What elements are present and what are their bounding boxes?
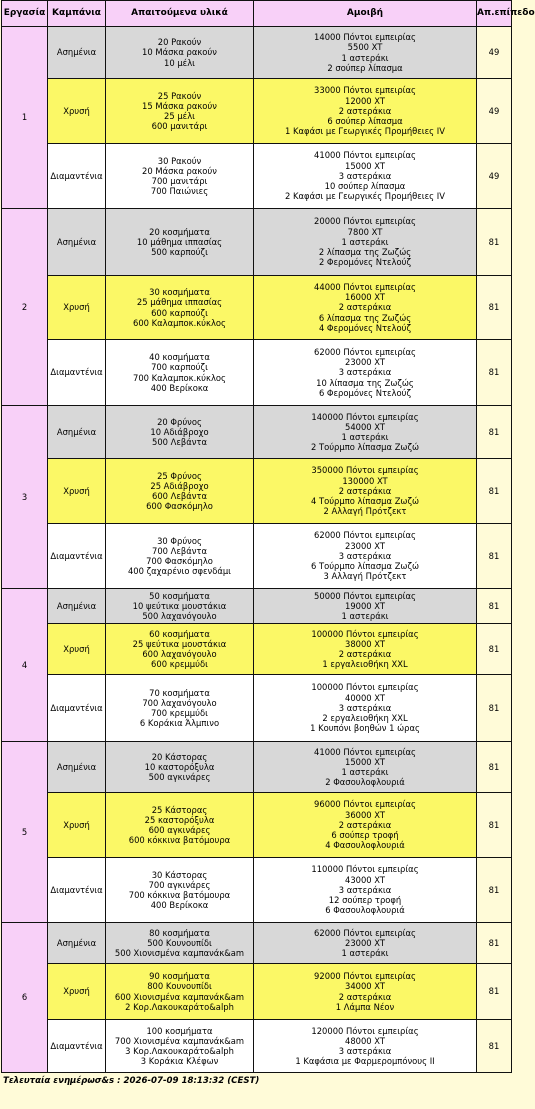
reward-item: 3 Αλλαγή Πρότζεκτ [323, 571, 407, 582]
reward-item: 2 σούπερ λίπασμα [327, 62, 403, 73]
material-item: 90 κοσμήματα [149, 971, 210, 982]
reward-item: 40000 XT [344, 692, 385, 703]
reward-item: 6 σούπερ λίπασμα [327, 116, 403, 127]
material-item: 3 Κοράκια Κλέφων [140, 1056, 219, 1067]
reward-item: 16000 XT [344, 292, 385, 303]
table-row [2, 340, 512, 406]
level-cell: 81 [477, 1020, 512, 1073]
quest-table-wrapper [1, 0, 535, 1086]
table-row [2, 144, 512, 209]
reward-item: 2 Φερομόνες Ντελούζ [318, 257, 412, 268]
reward-item: 2 αστεράκια [338, 991, 392, 1002]
level-cell: 81 [477, 209, 512, 276]
reward-item: 54000 XT [344, 421, 385, 432]
materials-cell [106, 858, 254, 923]
material-item: 30 Φρύνος [157, 535, 202, 546]
reward-item: 4 Τούρμπο λίπασμα Ζωζώ [310, 496, 420, 507]
material-item: 20 Ρακούν [157, 37, 202, 48]
campaign-cell: Χρυσή [48, 79, 106, 144]
reward-item: 100000 Πόντοι εμπειρίας [311, 628, 419, 639]
reward-item: 5500 XT [347, 42, 383, 53]
reward-item: 14000 Πόντοι εμπειρίας [314, 32, 416, 43]
reward-item: 2 λίπασμα της Ζωζώς [318, 247, 412, 258]
reward-cell [254, 742, 477, 793]
reward-item: 1 αστεράκι [341, 611, 389, 622]
reward-item: 38000 XT [344, 638, 385, 649]
material-item: 2 Κορ.Λακουκαράτο&alph [125, 1001, 234, 1012]
materials-cell [106, 276, 254, 340]
materials-cell [106, 79, 254, 144]
reward-item: 41000 Πόντοι εμπειρίας [314, 746, 416, 757]
table-row [2, 27, 512, 79]
campaign-cell: Χρυσή [48, 964, 106, 1020]
campaign-cell: Ασημένια [48, 923, 106, 964]
table-row [2, 793, 512, 858]
reward-item: 1 αστεράκι [341, 52, 389, 63]
campaign-cell: Διαμαντένια [48, 675, 106, 742]
level-cell: 49 [477, 79, 512, 144]
reward-item: 3 αστεράκια [338, 702, 392, 713]
material-item: 25 μάθημα ιππασίας [136, 297, 223, 308]
material-item: 70 κοσμήματα [149, 687, 210, 698]
reward-cell [254, 79, 477, 144]
header-quest: Εργασία [2, 1, 48, 27]
material-item: 40 κοσμήματα [149, 352, 210, 363]
materials-cell [106, 27, 254, 79]
materials-cell [106, 923, 254, 964]
quest-number: 1 [2, 27, 48, 209]
level-cell: 81 [477, 858, 512, 923]
material-item: 10 Αδιάβροχο [150, 426, 209, 437]
material-item: 700 Παιώνιες [150, 186, 209, 197]
reward-item: 1 Λάμπα Νέον [335, 1001, 395, 1012]
material-item: 600 καρπούζι [151, 307, 208, 318]
reward-item: 120000 Πόντοι εμπειρίας [311, 1025, 419, 1036]
last-update-timestamp: 2026-07-09 18:13:32 (CEST) [123, 1076, 260, 1086]
reward-item: 62000 Πόντοι εμπειρίας [314, 530, 416, 541]
quest-number: 3 [2, 406, 48, 589]
reward-item: 1 Καφάσια με Φαρμερομπόνους II [295, 1056, 435, 1067]
table-row [2, 79, 512, 144]
reward-item: 2 αστεράκια [338, 485, 392, 496]
materials-cell [106, 793, 254, 858]
reward-item: 15000 XT [344, 160, 385, 171]
reward-cell [254, 406, 477, 459]
reward-item: 96000 Πόντοι εμπειρίας [314, 799, 416, 810]
reward-cell [254, 209, 477, 276]
reward-item: 2 Τούρμπο λίπασμα Ζωζώ [310, 442, 420, 453]
materials-cell [106, 406, 254, 459]
material-item: 600 κόκκινα βατόμουρα [128, 835, 231, 846]
reward-item: 4 Φασουλοφλουριά [325, 840, 405, 851]
reward-cell [254, 589, 477, 624]
last-update [3, 1076, 511, 1086]
reward-item: 130000 XT [342, 475, 388, 486]
campaign-cell: Διαμαντένια [48, 340, 106, 406]
material-item: 500 Λεβάντα [151, 437, 207, 448]
campaign-cell: Χρυσή [48, 793, 106, 858]
reward-item: 1 αστεράκι [341, 432, 389, 442]
table-row [2, 276, 512, 340]
campaign-cell: Ασημένια [48, 742, 106, 793]
material-item: 25 Κάστορας [151, 804, 208, 815]
reward-item: 23000 XT [344, 937, 385, 948]
material-item: 700 Φασκόμηλο [146, 556, 213, 566]
materials-cell [106, 459, 254, 524]
table-row [2, 209, 512, 276]
material-item: 500 αγκινάρες [148, 772, 211, 783]
material-item: 700 Χιονισμένα καμπανάκ&am [114, 1035, 245, 1046]
materials-cell [106, 675, 254, 742]
material-item: 600 μανιτάρι [151, 121, 208, 132]
material-item: 700 Καλαμποκ.κύκλος [133, 372, 226, 383]
reward-item: 41000 Πόντοι εμπειρίας [314, 150, 416, 161]
level-cell: 81 [477, 964, 512, 1020]
header-campaign: Καμπάνια [48, 1, 106, 27]
reward-item: 1 Καφάσι με Γεωργικές Προμήθειες IV [285, 126, 445, 137]
reward-cell [254, 675, 477, 742]
material-item: 20 Κάστορας [151, 751, 208, 762]
campaign-cell: Διαμαντένια [48, 1020, 106, 1073]
reward-item: 6 Φερομόνες Ντελούζ [318, 387, 412, 398]
material-item: 25 μέλι [164, 111, 195, 121]
material-item: 600 Χιονισμένα καμπανάκ&am [114, 991, 245, 1002]
reward-item: 1 αστεράκι [341, 767, 389, 777]
reward-cell [254, 858, 477, 923]
table-row [2, 459, 512, 524]
material-item: 6 Κοράκια Άλμπινο [139, 718, 220, 729]
material-item: 700 κόκκινα βατόμουρα [128, 890, 231, 900]
material-item: 25 Ρακούν [157, 90, 202, 101]
header-level: Απ.επίπεδο [477, 1, 512, 27]
campaign-cell: Διαμαντένια [48, 524, 106, 589]
material-item: 10 καστορόξυλα [144, 761, 215, 772]
reward-item: 20000 Πόντοι εμπειρίας [314, 216, 416, 227]
campaign-cell: Χρυσή [48, 459, 106, 524]
reward-item: 92000 Πόντοι εμπειρίας [314, 971, 416, 982]
last-update-label: Τελευταία ενημέρωσ&s : [3, 1076, 121, 1086]
reward-item: 350000 Πόντοι εμπειρίας [311, 465, 419, 476]
table-row [2, 675, 512, 742]
table-row [2, 524, 512, 589]
header-reward: Αμοιβή [254, 1, 477, 27]
material-item: 100 κοσμήματα [146, 1025, 213, 1036]
reward-item: 12000 XT [344, 95, 385, 106]
reward-item: 33000 Πόντοι εμπειρίας [314, 85, 416, 96]
material-item: 15 Μάσκα ρακούν [142, 100, 217, 111]
level-cell: 49 [477, 27, 512, 79]
material-item: 30 Κάστορας [151, 869, 208, 880]
reward-item: 6 Φασουλοφλουριά [325, 905, 405, 916]
quest-number: 2 [2, 209, 48, 406]
reward-item: 4 Φερομόνες Ντελούζ [318, 322, 412, 333]
material-item: 700 καρπούζι [151, 362, 208, 373]
material-item: 700 μανιτάρι [151, 176, 208, 186]
reward-item: 48000 XT [344, 1035, 385, 1046]
material-item: 700 Λεβάντα [151, 545, 207, 556]
reward-item: 15000 XT [344, 756, 385, 767]
material-item: 10 ψεύτικα μουστάκια [132, 600, 227, 611]
material-item: 500 λαχανόγουλο [142, 611, 217, 622]
material-item: 700 λαχανόγουλο [142, 697, 217, 708]
reward-item: 100000 Πόντοι εμπειρίας [311, 682, 419, 693]
reward-cell [254, 1020, 477, 1073]
reward-item: 43000 XT [344, 874, 385, 885]
reward-cell [254, 340, 477, 406]
reward-item: 3 αστεράκια [338, 170, 392, 181]
reward-item: 2 αστεράκια [338, 819, 392, 830]
reward-item: 12 σούπερ τροφή [328, 895, 402, 906]
reward-item: 110000 Πόντοι εμπειρίας [311, 864, 419, 875]
material-item: 600 Φασκόμηλο [146, 501, 213, 512]
table-row [2, 1020, 512, 1073]
table-row [2, 589, 512, 624]
material-item: 500 Χιονισμένα καμπανάκ&am [114, 948, 245, 959]
campaign-cell: Ασημένια [48, 406, 106, 459]
materials-cell [106, 624, 254, 675]
material-item: 700 κρεμμύδι [151, 708, 208, 718]
table-row [2, 923, 512, 964]
material-item: 25 καστορόξυλα [144, 814, 215, 825]
material-item: 600 λαχανόγουλο [142, 649, 217, 659]
campaign-cell: Ασημένια [48, 209, 106, 276]
reward-item: 1 εργαλειοθήκη XXL [322, 659, 408, 670]
reward-item: 3 αστεράκια [338, 1046, 392, 1056]
level-cell: 81 [477, 589, 512, 624]
reward-item: 6 Τούρμπο λίπασμα Ζωζώ [310, 561, 420, 572]
header-materials: Απαιτούμενα υλικά [106, 1, 254, 27]
reward-item: 3 αστεράκια [338, 367, 392, 378]
reward-cell [254, 964, 477, 1020]
reward-item: 2 αστεράκια [338, 302, 392, 313]
material-item: 10 μάθημα ιππασίας [136, 236, 223, 247]
reward-item: 34000 XT [344, 981, 385, 992]
reward-cell [254, 276, 477, 340]
reward-item: 62000 Πόντοι εμπειρίας [314, 927, 416, 938]
material-item: 800 Κουνουπίδι [147, 981, 212, 992]
header-row [2, 1, 512, 27]
table-row [2, 964, 512, 1020]
table-row [2, 406, 512, 459]
reward-item: 1 Κουπόνι βοηθών 1 ώρας [310, 723, 420, 734]
materials-cell [106, 524, 254, 589]
campaign-cell: Χρυσή [48, 276, 106, 340]
reward-cell [254, 144, 477, 209]
reward-item: 36000 XT [344, 809, 385, 820]
material-item: 20 κοσμήματα [149, 226, 210, 237]
level-cell: 81 [477, 742, 512, 793]
reward-item: 10 λίπασμα της Ζωζώς [316, 377, 414, 388]
reward-item: 140000 Πόντοι εμπειρίας [311, 411, 419, 422]
table-row [2, 858, 512, 923]
materials-cell [106, 209, 254, 276]
material-item: 700 αγκινάρες [148, 879, 211, 890]
material-item: 80 κοσμήματα [149, 927, 210, 938]
level-cell: 81 [477, 675, 512, 742]
reward-cell [254, 793, 477, 858]
reward-item: 6 λίπασμα της Ζωζώς [318, 312, 412, 323]
material-item: 600 αγκινάρες [148, 825, 211, 835]
reward-item: 19000 XT [344, 600, 385, 611]
campaign-cell: Διαμαντένια [48, 144, 106, 209]
reward-item: 44000 Πόντοι εμπειρίας [314, 281, 416, 292]
reward-item: 23000 XT [344, 357, 385, 368]
level-cell: 81 [477, 793, 512, 858]
reward-item: 50000 Πόντοι εμπειρίας [314, 590, 416, 601]
table-row [2, 624, 512, 675]
materials-cell [106, 742, 254, 793]
level-cell: 49 [477, 144, 512, 209]
level-cell: 81 [477, 624, 512, 675]
quest-number: 5 [2, 742, 48, 923]
material-item: 30 κοσμήματα [149, 287, 210, 298]
reward-item: 7800 XT [347, 226, 383, 237]
campaign-cell: Διαμαντένια [48, 858, 106, 923]
campaign-cell: Ασημένια [48, 589, 106, 624]
material-item: 10 Μάσκα ρακούν [142, 47, 217, 58]
material-item: 10 μέλι [164, 57, 195, 68]
material-item: 60 κοσμήματα [149, 628, 210, 639]
reward-cell [254, 459, 477, 524]
material-item: 25 Αδιάβροχο [150, 480, 209, 491]
materials-cell [106, 340, 254, 406]
materials-cell [106, 964, 254, 1020]
level-cell: 81 [477, 524, 512, 589]
material-item: 25 Φρύνος [157, 470, 202, 481]
material-item: 20 Φρύνος [157, 416, 202, 427]
material-item: 3 Κορ.Λακουκαράτο&alph [125, 1046, 234, 1056]
level-cell: 81 [477, 459, 512, 524]
campaign-cell: Ασημένια [48, 27, 106, 79]
material-item: 20 Μάσκα ρακούν [142, 165, 217, 176]
reward-item: 62000 Πόντοι εμπειρίας [314, 346, 416, 357]
materials-cell [106, 144, 254, 209]
reward-cell [254, 923, 477, 964]
material-item: 400 Βερίκοκα [150, 900, 209, 911]
material-item: 500 καρπούζι [151, 247, 208, 258]
reward-item: 6 σούπερ τροφή [331, 830, 399, 841]
reward-item: 2 εργαλειοθήκη XXL [322, 713, 408, 724]
reward-item: 2 Αλλαγή Πρότζεκτ [323, 506, 407, 517]
table-row [2, 742, 512, 793]
reward-item: 23000 XT [344, 540, 385, 551]
quest-number: 4 [2, 589, 48, 742]
level-cell: 81 [477, 276, 512, 340]
reward-item: 1 αστεράκι [341, 948, 389, 959]
reward-cell [254, 524, 477, 589]
material-item: 500 Κουνουπίδι [147, 937, 212, 948]
material-item: 400 Βερίκοκα [150, 382, 209, 393]
reward-item: 1 αστεράκι [341, 236, 389, 247]
level-cell: 81 [477, 923, 512, 964]
reward-cell [254, 624, 477, 675]
reward-item: 2 Καφάσι με Γεωργικές Προμήθειες IV [285, 191, 445, 202]
reward-item: 2 Φασουλοφλουριά [325, 777, 405, 788]
level-cell: 81 [477, 406, 512, 459]
materials-cell [106, 589, 254, 624]
reward-item: 2 αστεράκια [338, 105, 392, 116]
reward-item: 10 σούπερ λίπασμα [324, 181, 406, 192]
quest-table [1, 0, 535, 1073]
quest-number: 6 [2, 923, 48, 1073]
material-item: 25 ψεύτικα μουστάκια [132, 638, 227, 649]
reward-item: 2 αστεράκια [338, 649, 392, 659]
material-item: 400 ζαχαρένιο σφενδάμι [127, 566, 232, 577]
material-item: 600 Καλαμποκ.κύκλος [133, 317, 226, 328]
material-item: 50 κοσμήματα [149, 590, 210, 601]
material-item: 600 κρεμμύδι [151, 659, 208, 670]
level-cell: 81 [477, 340, 512, 406]
material-item: 600 Λεβάντα [151, 491, 207, 501]
reward-item: 3 αστεράκια [338, 550, 392, 561]
material-item: 30 Ρακούν [157, 155, 202, 166]
campaign-cell: Χρυσή [48, 624, 106, 675]
quest-table-body [2, 27, 512, 1073]
reward-cell [254, 27, 477, 79]
materials-cell [106, 1020, 254, 1073]
reward-item: 3 αστεράκια [338, 884, 392, 895]
